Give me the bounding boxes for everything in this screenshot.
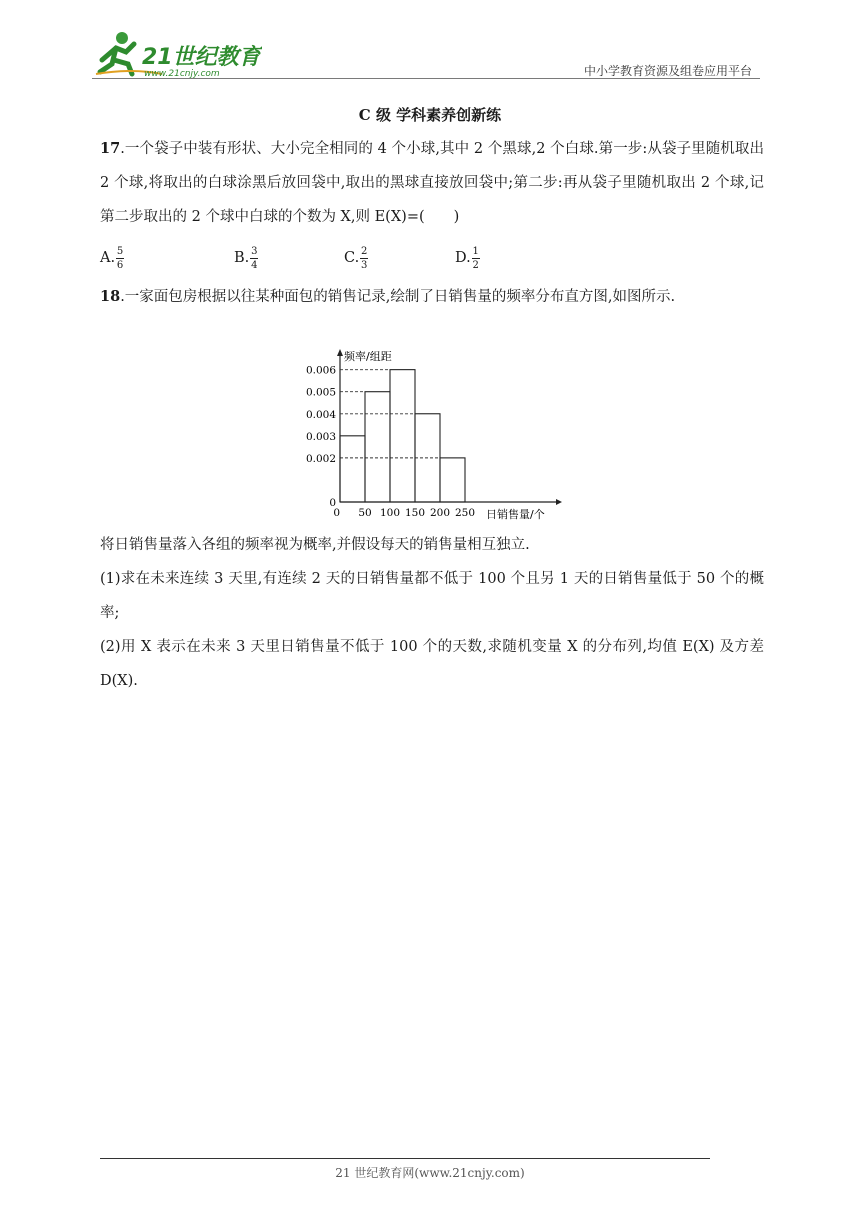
frequency-histogram xyxy=(300,346,570,526)
numerator: 2 xyxy=(361,245,368,257)
site-logo xyxy=(92,30,262,80)
x-tick-label: 250 xyxy=(454,507,476,519)
option-b xyxy=(234,240,258,276)
footer-text: 21 世纪教育网(www.21cnjy.com) xyxy=(335,1166,525,1180)
runner-logo-icon xyxy=(92,30,262,80)
numerator: 5 xyxy=(116,245,124,257)
x-tick-label: 50 xyxy=(358,507,372,519)
question-text: .一家面包房根据以往某种面包的销售记录,绘制了日销售量的频率分布直方图,如图所示. xyxy=(120,289,676,305)
x-tick-label: 200 xyxy=(429,507,451,519)
denominator: 2 xyxy=(472,259,479,271)
question-17 xyxy=(100,132,764,234)
option-c xyxy=(344,240,368,276)
option-label: D. xyxy=(455,250,471,266)
y-tick-label: 0.006 xyxy=(305,364,336,377)
question-number: 18 xyxy=(100,288,121,305)
denominator: 3 xyxy=(361,259,368,271)
histogram-bar xyxy=(340,436,365,502)
question-18-note: 将日销售量落入各组的频率视为概率,并假设每天的销售量相互独立. xyxy=(100,537,530,553)
histogram-bar xyxy=(365,392,390,502)
y-tick-label: 0.005 xyxy=(305,386,336,399)
fraction xyxy=(360,246,368,271)
x-tick-label: 0 xyxy=(333,507,340,519)
denominator: 4 xyxy=(251,259,258,271)
site-tagline: 中小学教育资源及组卷应用平台 xyxy=(583,64,752,78)
histogram-bar xyxy=(390,370,415,502)
question-number: 17 xyxy=(100,140,121,157)
logo-subtext: www.21cnjy.com xyxy=(144,69,220,79)
option-d xyxy=(455,240,480,276)
section-title: C 级 学科素养创新练 xyxy=(358,106,502,124)
question-text: .一个袋子中装有形状、大小完全相同的 4 个小球,其中 2 个黑球,2 个白球.第一步:从袋子里随机取出 2 个球,将取出的白球涂黑后放回袋中,取出的黑球直接放回袋中;第二步:再从袋子里随机取出 2 个球,记第二步取出的 2 个球中白球的个数为 X,则 E(X)=( ) xyxy=(100,141,764,225)
denominator: 6 xyxy=(116,259,124,271)
x-tick-label: 150 xyxy=(404,507,426,519)
question-17-options xyxy=(100,240,764,280)
histogram-bar xyxy=(440,458,465,502)
y-tick-label: 0.003 xyxy=(305,430,336,443)
histogram-svg xyxy=(300,346,570,526)
numerator: 1 xyxy=(472,245,479,257)
question-18 xyxy=(100,280,764,314)
question-18-part-1: (1)求在未来连续 3 天里,有连续 2 天的日销售量都不低于 100 个且另 1 天的日销售量低于 50 个的概率; xyxy=(100,571,764,621)
x-axis-label: 日销售量/个 xyxy=(486,508,545,521)
numerator: 3 xyxy=(251,245,258,257)
y-tick-label: 0.004 xyxy=(305,408,336,421)
x-tick-label: 100 xyxy=(379,507,401,519)
logo-text: 21世纪教育 xyxy=(142,45,261,70)
header-divider xyxy=(92,78,760,79)
option-label: B. xyxy=(234,250,250,266)
option-label: C. xyxy=(344,250,360,266)
option-label: A. xyxy=(100,250,116,266)
y-tick-label: 0.002 xyxy=(305,452,336,465)
option-a xyxy=(100,240,124,276)
y-axis-label: 频率/组距 xyxy=(344,350,392,363)
fraction xyxy=(116,246,124,271)
fraction xyxy=(250,246,258,271)
question-18-part-2: (2)用 X 表示在未来 3 天里日销售量不低于 100 个的天数,求随机变量 X 的分布列,均值 E(X) 及方差 D(X). xyxy=(100,639,764,689)
x-axis-arrow xyxy=(556,499,562,505)
footer-divider xyxy=(100,1158,710,1159)
y-axis-arrow xyxy=(337,349,343,356)
fraction xyxy=(472,246,480,271)
y-tick-label: 0 xyxy=(329,497,336,509)
